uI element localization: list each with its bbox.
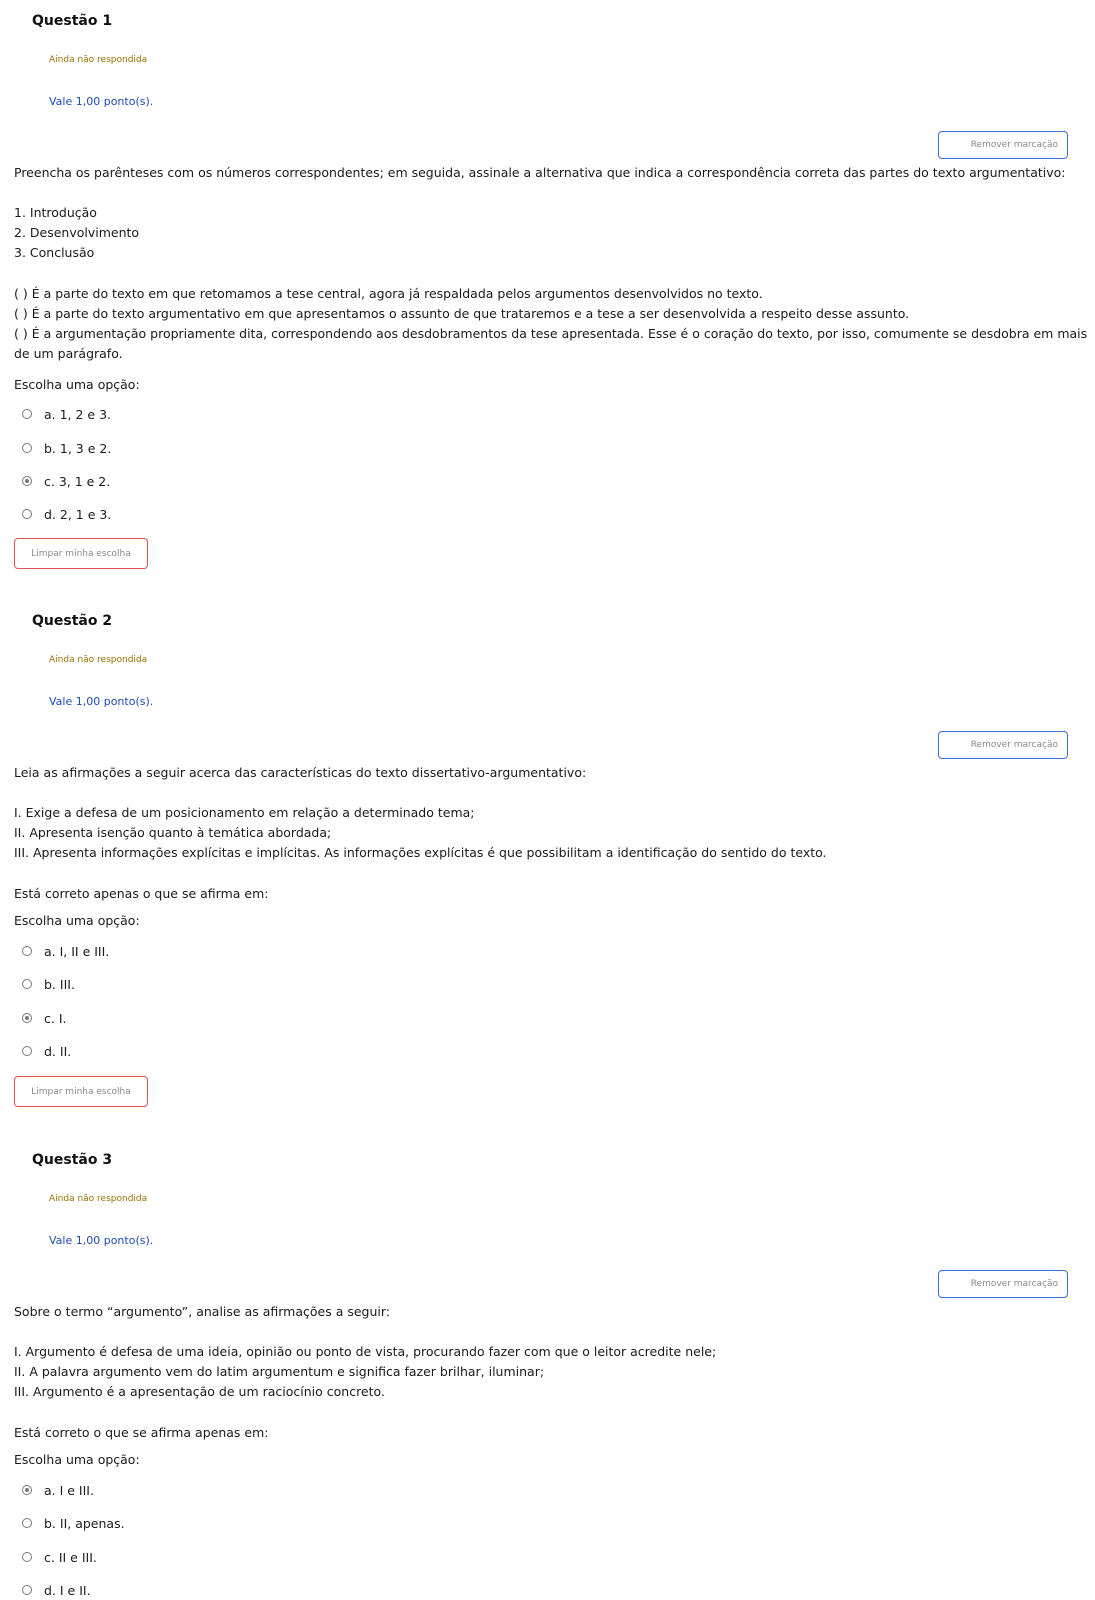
question-title: Questão 3 xyxy=(32,1152,113,1168)
option-a[interactable] xyxy=(22,941,109,961)
list-item: 1. Introdução xyxy=(14,205,97,220)
statement: ( ) É a parte do texto em que retomamos a tese central, agora já respaldada pelos argumentos desenvolvidos no texto. xyxy=(14,286,763,301)
radio-button[interactable] xyxy=(22,979,32,989)
statement: III. Apresenta informações explícitas e implícitas. As informações explícitas é que possibilitam a identificação do sentido do texto. xyxy=(14,845,827,860)
radio-button[interactable] xyxy=(22,409,32,419)
remove-flag-button[interactable]: Remover marcação xyxy=(938,731,1068,759)
radio-button[interactable] xyxy=(22,509,32,519)
option-label: d. 2, 1 e 3. xyxy=(44,506,112,522)
question-status: Ainda não respondida xyxy=(49,1194,148,1204)
option-d[interactable] xyxy=(22,1041,71,1061)
option-label: d. I e II. xyxy=(44,1582,91,1598)
option-d[interactable] xyxy=(22,1580,91,1600)
question-points: Vale 1,00 ponto(s). xyxy=(49,695,154,708)
option-b[interactable] xyxy=(22,1513,125,1533)
option-label: b. 1, 3 e 2. xyxy=(44,440,112,456)
question-title: Questão 1 xyxy=(32,13,113,29)
question-intro: Leia as afirmações a seguir acerca das características do texto dissertativo-argumentativo: xyxy=(14,765,587,780)
radio-button[interactable] xyxy=(22,1585,32,1595)
question-status: Ainda não respondida xyxy=(49,655,148,665)
option-a[interactable] xyxy=(22,404,111,424)
remove-flag-button[interactable]: Remover marcação xyxy=(938,131,1068,159)
question-points: Vale 1,00 ponto(s). xyxy=(49,1234,154,1247)
question-status: Ainda não respondida xyxy=(49,55,148,65)
question-intro: Sobre o termo “argumento”, analise as afirmações a seguir: xyxy=(14,1304,390,1319)
option-label: a. I, II e III. xyxy=(44,943,110,959)
radio-button-selected[interactable] xyxy=(22,476,32,486)
radio-button[interactable] xyxy=(22,1552,32,1562)
choose-option-label: Escolha uma opção: xyxy=(14,1452,140,1467)
radio-button-selected[interactable] xyxy=(22,1013,32,1023)
option-label: b. III. xyxy=(44,976,75,992)
question-text: Está correto o que se afirma apenas em: xyxy=(14,1425,269,1440)
question-title: Questão 2 xyxy=(32,613,113,629)
clear-choice-button[interactable]: Limpar minha escolha xyxy=(14,1076,148,1107)
remove-flag-button[interactable]: Remover marcação xyxy=(938,1270,1068,1298)
option-label: a. I e III. xyxy=(44,1482,94,1498)
option-c[interactable] xyxy=(22,1008,66,1028)
option-label: c. 3, 1 e 2. xyxy=(44,473,111,489)
statement: ( ) É a parte do texto argumentativo em que apresentamos o assunto de que trataremos e a tese a ser desenvolvida a respeito desse assunto. xyxy=(14,306,910,321)
statement: II. Apresenta isenção quanto à temática abordada; xyxy=(14,825,332,840)
option-b[interactable] xyxy=(22,438,111,458)
option-label: d. II. xyxy=(44,1043,72,1059)
option-c[interactable] xyxy=(22,471,110,491)
choose-option-label: Escolha uma opção: xyxy=(14,377,140,392)
statement: ( ) É a argumentação propriamente dita, correspondendo aos desdobramentos da tese apresentada. Esse é o coração do texto, por isso, comumente se desdobra em mais de um parágrafo. xyxy=(14,326,1088,361)
question-points: Vale 1,00 ponto(s). xyxy=(49,95,154,108)
option-label: c. I. xyxy=(44,1010,67,1026)
choose-option-label: Escolha uma opção: xyxy=(14,913,140,928)
option-a[interactable] xyxy=(22,1480,94,1500)
statement: I. Argumento é defesa de uma ideia, opinião ou ponto de vista, procurando fazer com que o leitor acredite nele; xyxy=(14,1344,717,1359)
option-d[interactable] xyxy=(22,504,111,524)
question-intro: Preencha os parênteses com os números correspondentes; em seguida, assinale a alternativa que indica a correspondência correta das partes do texto argumentativo: xyxy=(14,165,1066,180)
statement: I. Exige a defesa de um posicionamento em relação a determinado tema; xyxy=(14,805,475,820)
option-label: a. 1, 2 e 3. xyxy=(44,406,112,422)
question-text: Está correto apenas o que se afirma em: xyxy=(14,886,269,901)
option-label: b. II, apenas. xyxy=(44,1515,125,1531)
list-item: 3. Conclusão xyxy=(14,245,95,260)
list-item: 2. Desenvolvimento xyxy=(14,225,140,240)
radio-button-selected[interactable] xyxy=(22,1485,32,1495)
option-label: c. II e III. xyxy=(44,1549,97,1565)
radio-button[interactable] xyxy=(22,1518,32,1528)
option-b[interactable] xyxy=(22,974,75,994)
radio-button[interactable] xyxy=(22,946,32,956)
radio-button[interactable] xyxy=(22,1046,32,1056)
statement: II. A palavra argumento vem do latim argumentum e significa fazer brilhar, iluminar; xyxy=(14,1364,545,1379)
radio-button[interactable] xyxy=(22,443,32,453)
statement: III. Argumento é a apresentação de um raciocínio concreto. xyxy=(14,1384,385,1399)
option-c[interactable] xyxy=(22,1547,97,1567)
clear-choice-button[interactable]: Limpar minha escolha xyxy=(14,538,148,569)
